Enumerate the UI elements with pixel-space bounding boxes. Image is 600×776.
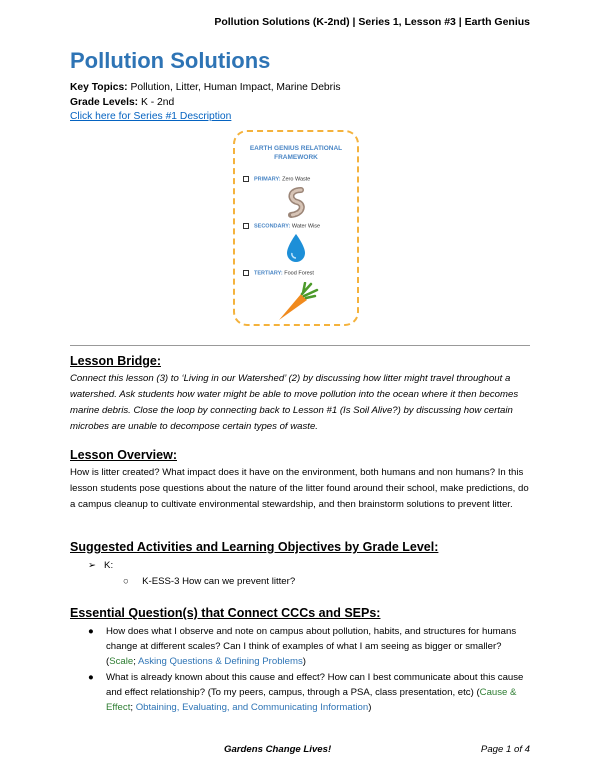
grade-k-item: ➢ K: — [88, 560, 114, 571]
grade-levels — [70, 97, 174, 108]
sep-asking-questions: Asking Questions & Defining Problems — [138, 656, 303, 667]
framework-tertiary: TERTIARY: Food Forest — [243, 270, 314, 276]
water-drop-icon — [285, 233, 307, 263]
relational-framework-graphic — [233, 130, 359, 326]
key-topics-value: Pollution, Litter, Human Impact, Marine Debris — [130, 82, 341, 93]
key-topics-label: Key Topics: — [70, 82, 128, 93]
framework-title: EARTH GENIUS RELATIONAL FRAMEWORK — [249, 145, 343, 161]
lesson-bridge-heading: Lesson Bridge: — [70, 354, 161, 368]
essential-questions-heading: Essential Question(s) that Connect CCCs and SEPs: — [70, 606, 381, 620]
circle-bullet-icon: ○ — [123, 576, 129, 587]
lesson-overview-text: How is litter created? What impact does it have on the environment, both humans and non humans? In this lesson students pose questions about the nature of the litter found around their school, make predictions, do a campus cleanup to cultivate environmental stewardship, and then brainstorm solutions to prevent litter. — [70, 467, 529, 510]
ccc-cause-effect: Cause & Effect — [106, 687, 517, 713]
grade-levels-label: Grade Levels: — [70, 97, 139, 108]
key-topics — [70, 82, 341, 93]
checkbox-icon — [243, 223, 249, 229]
lesson-overview-heading: Lesson Overview: — [70, 448, 177, 462]
page-title: Pollution Solutions — [70, 48, 271, 73]
activities-heading: Suggested Activities and Learning Objectives by Grade Level: — [70, 540, 439, 554]
carrot-icon — [275, 282, 319, 322]
worm-icon — [283, 186, 309, 220]
bullet-icon: ● — [88, 672, 94, 683]
footer-slogan: Gardens Change Lives! — [224, 744, 332, 755]
section-divider — [70, 345, 530, 346]
essential-question-2: What is already known about this cause and effect? How can I best communicate about this cause and effect relationship? (To my peers, campus, through a PSA, class presentation, etc) (Cause & Effect; Obtaining, Evaluating, and Communicating Information) — [106, 672, 524, 713]
essential-question-1: How does what I observe and note on campus about pollution, habits, and structures for humans change at different scales? Can I think of examples of what I am seeing as bigger or smaller? (Scale; Asking Questions & Defining Problems) — [106, 626, 517, 667]
page-number: Page 1 of 4 — [480, 744, 530, 755]
series-description-link[interactable]: Click here for Series #1 Description — [70, 111, 232, 122]
framework-secondary: SECONDARY: Water Wise — [243, 223, 320, 229]
running-header: Pollution Solutions (K-2nd) | Series 1, Lesson #3 | Earth Genius — [214, 16, 530, 28]
arrow-bullet-icon: ➢ — [88, 560, 97, 571]
objective-item: ○ K-ESS-3 How can we prevent litter? — [123, 576, 296, 587]
bullet-icon: ● — [88, 626, 94, 637]
lesson-bridge-text: Connect this lesson (3) to ‘Living in our Watershed’ (2) by discussing how litter might travel throughout a watershed. Ask students how water might be able to move pollution into the ocean where it then becomes marine debris. Close the loop by connecting back to Lesson #1 (Is Soil Alive?) by discussing how certain microbes are unable to decompose certain types of waste. — [70, 373, 519, 432]
ccc-scale: Scale — [109, 656, 134, 667]
grade-levels-value: K - 2nd — [140, 97, 175, 108]
checkbox-icon — [243, 176, 249, 182]
framework-primary: PRIMARY: Zero Waste — [243, 176, 310, 182]
sep-communicating-information: Obtaining, Evaluating, and Communicating Information — [135, 702, 369, 713]
checkbox-icon — [243, 270, 249, 276]
